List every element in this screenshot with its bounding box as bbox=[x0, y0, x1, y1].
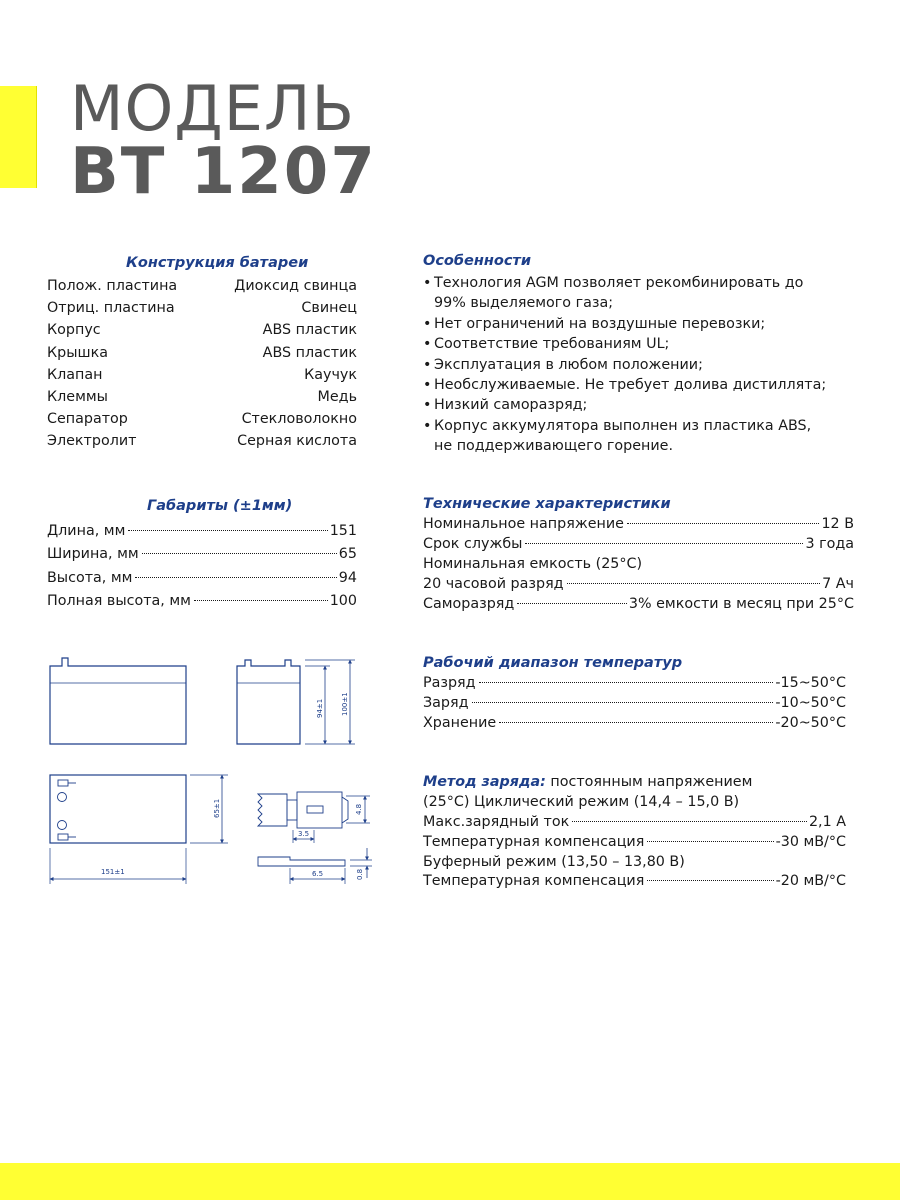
table-row: Клапан Каучук bbox=[47, 366, 357, 383]
terminal-width-dimension: 3.5 bbox=[298, 830, 310, 838]
height-dimension: 94±1 bbox=[316, 698, 324, 718]
list-item: • Эксплуатация в любом положении; bbox=[423, 355, 833, 375]
table-row: Ширина, мм 65 bbox=[47, 546, 357, 563]
float-mode: Буферный режим (13,50 – 13,80 В) bbox=[423, 853, 685, 870]
terminal-length-dimension: 6.5 bbox=[312, 870, 324, 878]
length-dimension: 151±1 bbox=[101, 868, 125, 876]
list-item: • Соответствие требованиям UL; bbox=[423, 334, 833, 354]
model-label: МОДЕЛЬ bbox=[70, 72, 356, 145]
charge-title: Метод заряда: bbox=[423, 774, 546, 790]
list-item: • Технология AGM позволяет рекомбинировать до 99% выделяемого газа; bbox=[423, 273, 833, 314]
table-row: Полная высота, мм 100 bbox=[47, 593, 357, 610]
footer-bar bbox=[0, 1163, 900, 1200]
features-title: Особенности bbox=[423, 253, 531, 269]
list-item: • Необслуживаемые. Не требует долива дистиллята; bbox=[423, 375, 833, 395]
table-row: Срок службы 3 года bbox=[423, 535, 854, 552]
width-dimension: 65±1 bbox=[213, 798, 221, 818]
capacity-label: Номинальная емкость (25°С) bbox=[423, 555, 643, 572]
terminal-thickness-dimension: 0.8 bbox=[356, 868, 364, 880]
list-item: • Корпус аккумулятора выполнен из пластика ABS, не поддерживающего горение. bbox=[423, 416, 833, 457]
dimensions-title: Габариты (±1мм) bbox=[147, 498, 293, 514]
table-row: Длина, мм 151 bbox=[47, 523, 357, 539]
table-row: Заряд -10~50°С bbox=[423, 694, 846, 711]
table-row: Температурная компенсация -20 мВ/°С bbox=[423, 873, 846, 890]
front-view bbox=[50, 658, 186, 744]
cyclic-mode: (25°С) Циклический режим (14,4 – 15,0 В) bbox=[423, 793, 740, 810]
table-row: Крышка ABS пластик bbox=[47, 344, 357, 361]
table-row: Сепаратор Стекловолокно bbox=[47, 411, 357, 428]
table-row: Электролит Серная кислота bbox=[47, 433, 357, 450]
table-row: Номинальное напряжение 12 В bbox=[423, 516, 854, 532]
terminal-height-dimension: 4.8 bbox=[355, 803, 363, 815]
table-row: Макс.зарядный ток 2,1 А bbox=[423, 813, 846, 830]
table-row: Отриц. пластина Свинец bbox=[47, 300, 357, 317]
table-row: Температурная компенсация -30 мВ/°С bbox=[423, 833, 846, 850]
specs-title: Технические характеристики bbox=[423, 496, 671, 512]
table-row: 20 часовой разряд 7 Ач bbox=[423, 575, 854, 592]
table-row: Полож. пластина Диоксид свинца bbox=[47, 278, 357, 294]
charge-intro: постоянным напряжением bbox=[550, 774, 753, 790]
list-item: • Низкий саморазряд; bbox=[423, 395, 833, 415]
table-row: Хранение -20~50°С bbox=[423, 714, 846, 731]
total-height-dimension: 100±1 bbox=[341, 692, 349, 716]
side-view bbox=[237, 660, 355, 744]
table-row: Высота, мм 94 bbox=[47, 569, 357, 586]
list-item: • Нет ограничений на воздушные перевозки; bbox=[423, 314, 833, 334]
table-row: Корпус ABS пластик bbox=[47, 322, 357, 339]
table-row: Саморазряд 3% емкости в месяц при 25°С bbox=[423, 595, 854, 612]
model-name: BT 1207 bbox=[70, 135, 377, 209]
top-view bbox=[50, 775, 228, 884]
temperature-title: Рабочий диапазон температур bbox=[423, 655, 683, 671]
table-row: Клеммы Медь bbox=[47, 388, 357, 405]
table-row: Разряд -15~50°С bbox=[423, 675, 846, 691]
construction-title: Конструкция батареи bbox=[126, 255, 309, 271]
